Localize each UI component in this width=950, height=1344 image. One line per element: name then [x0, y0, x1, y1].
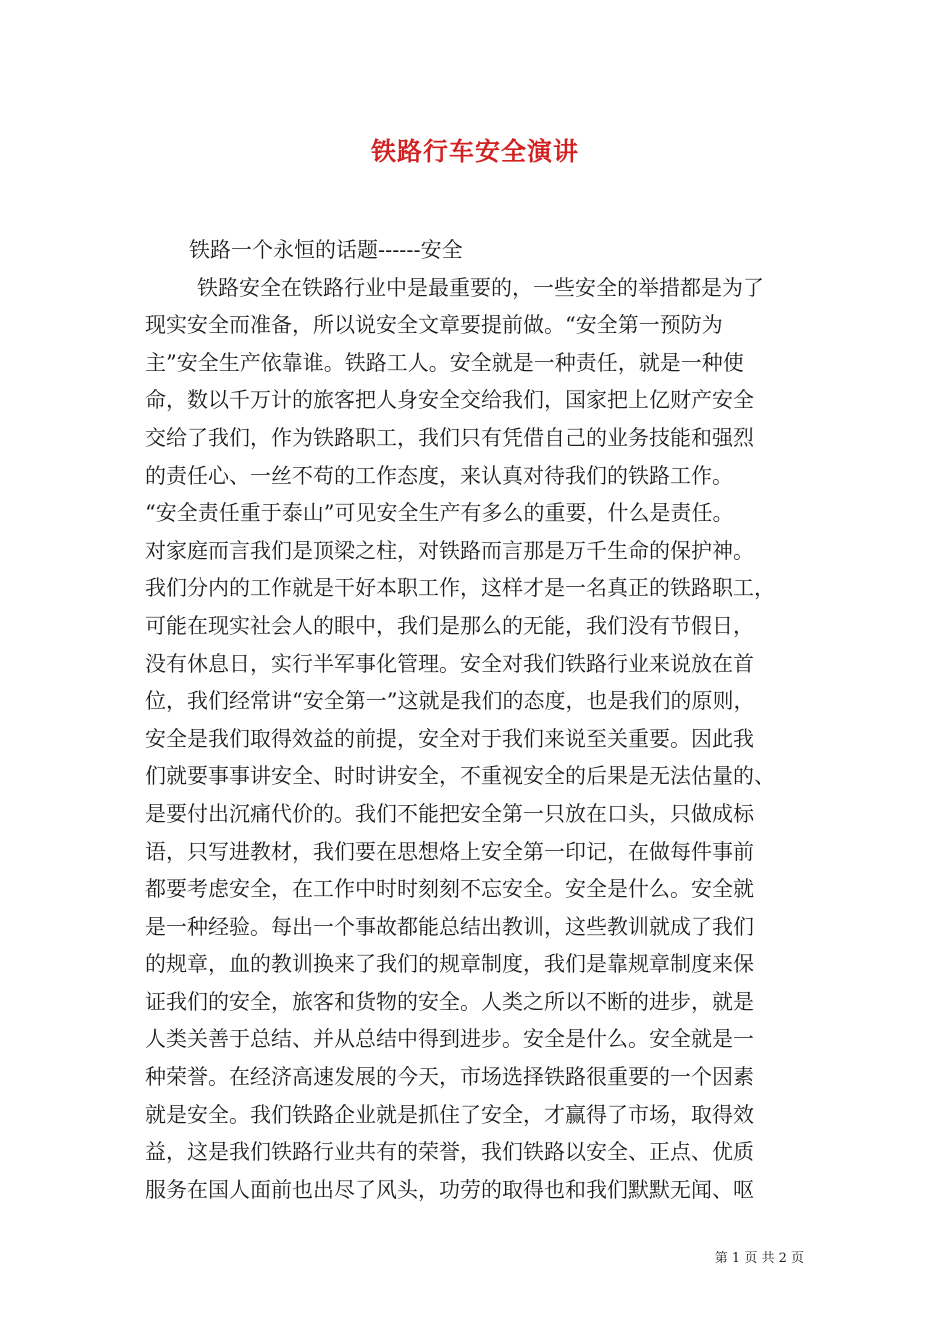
document-body [145, 232, 825, 1209]
paragraph-line: 的规章，血的教训换来了我们的规章制度，我们是靠规章制度来保 [145, 952, 754, 977]
paragraph-line: 交给了我们，作为铁路职工，我们只有凭借自己的业务技能和强烈 [145, 425, 754, 450]
paragraph-line: 就是安全。我们铁路企业就是抓住了安全，才赢得了市场，取得效 [145, 1102, 754, 1127]
paragraph-line: 对家庭而言我们是顶梁之柱，对铁路而言那是万千生命的保护神。 [145, 538, 754, 563]
paragraph-line: 位，我们经常讲“安全第一”这就是我们的态度，也是我们的原则， [145, 689, 755, 714]
paragraph-line: 证我们的安全，旅客和货物的安全。人类之所以不断的进步，就是 [145, 989, 754, 1014]
paragraph-line: 服务在国人面前也出尽了风头，功劳的取得也和我们默默无闻、呕 [145, 1177, 754, 1202]
paragraph-line: 没有休息日，实行半军事化管理。安全对我们铁路行业来说放在首 [145, 651, 754, 676]
paragraph-line: 我们分内的工作就是干好本职工作，这样才是一名真正的铁路职工， [145, 576, 775, 601]
paragraph-line: 人类关善于总结、并从总结中得到进步。安全是什么。安全就是一 [145, 1027, 754, 1052]
paragraph-line: 主”安全生产依靠谁。铁路工人。安全就是一种责任，就是一种使 [145, 350, 744, 375]
paragraph-line: 种荣誉。在经济高速发展的今天，市场选择铁路很重要的一个因素 [145, 1065, 754, 1090]
document-title: 铁路行车安全演讲 [370, 137, 579, 166]
paragraph-line: 们就要事事讲安全、时时讲安全，不重视安全的后果是无法估量的、 [145, 764, 775, 789]
paragraph-line: 安全是我们取得效益的前提，安全对于我们来说至关重要。因此我 [145, 726, 754, 751]
paragraph-line: 是一种经验。每出一个事故都能总结出教训，这些教训就成了我们 [145, 914, 754, 939]
paragraph-line: 益，这是我们铁路行业共有的荣誉，我们铁路以安全、正点、优质 [145, 1140, 754, 1165]
paragraph-line: 都要考虑安全，在工作中时时刻刻不忘安全。安全是什么。安全就 [145, 877, 754, 902]
paragraph-line: 现实安全而准备，所以说安全文章要提前做。“安全第一预防为 [145, 313, 723, 338]
paragraph-line: 的责任心、一丝不苟的工作态度，来认真对待我们的铁路工作。 [145, 463, 733, 488]
paragraph-line: 是要付出沉痛代价的。我们不能把安全第一只放在口头，只做成标 [145, 801, 754, 826]
subheading: 铁路一个永恒的话题------安全 [189, 238, 463, 262]
paragraph-line: 语，只写进教材，我们要在思想烙上安全第一印记，在做每件事前 [145, 839, 754, 864]
page-number-footer: 第 1 页 共 2 页 [714, 1251, 804, 1266]
paragraph-line: “安全责任重于泰山”可见安全生产有多么的重要，什么是责任。 [145, 501, 734, 526]
paragraph-line: 铁路安全在铁路行业中是最重要的，一些安全的举措都是为了 [197, 275, 764, 300]
paragraph-line: 可能在现实社会人的眼中，我们是那么的无能，我们没有节假日， [145, 613, 754, 638]
paragraph-line: 命，数以千万计的旅客把人身安全交给我们，国家把上亿财产安全 [145, 388, 754, 413]
